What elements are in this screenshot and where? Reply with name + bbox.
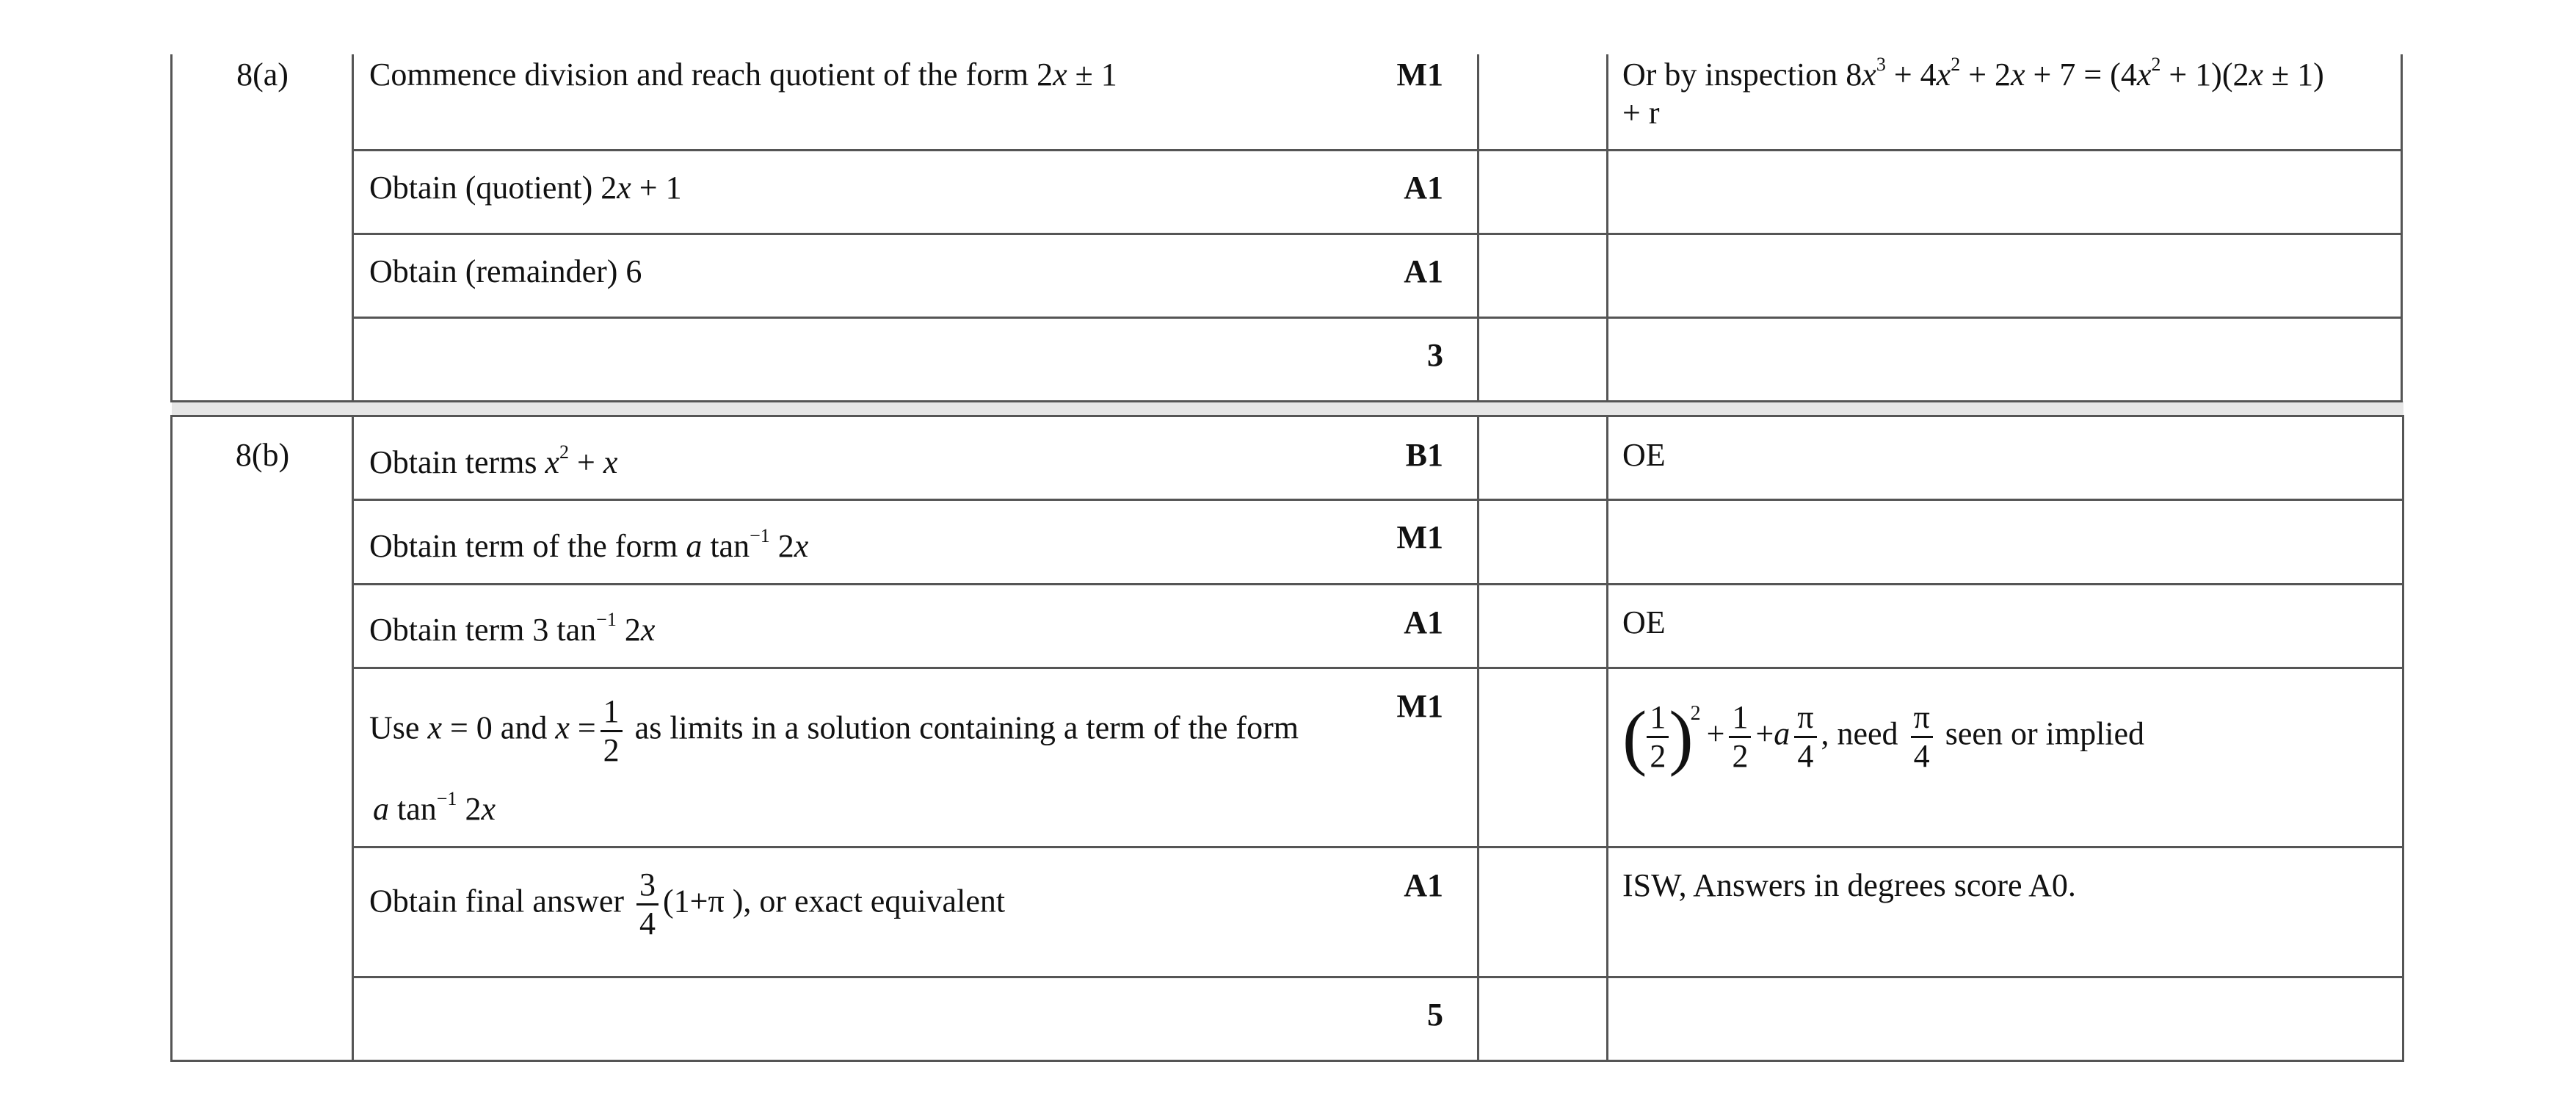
guidance-8a-step1-cont: + r <box>1622 95 1660 131</box>
section-border-top <box>170 400 2403 402</box>
row-divider <box>352 499 2404 501</box>
row-divider <box>352 846 2404 848</box>
mark-8b-step3: A1 <box>1404 604 1443 640</box>
row-divider <box>352 667 2404 669</box>
mark-8b-step5: A1 <box>1404 867 1443 903</box>
answer-8a-step3: Obtain (remainder) 6 <box>369 253 642 289</box>
total-8b: 5 <box>1427 997 1443 1033</box>
table-border-right-a <box>2401 54 2403 401</box>
answer-8b-step2: Obtain term of the form a $\tan^{-1} 2x$ <box>369 525 809 564</box>
column-divider-answer-a <box>1477 54 1479 401</box>
answer-8b-step4: Use x = 0 and x = $\frac{1}{2}$ as limits in a solution containing a term of the form <box>369 693 1299 768</box>
guidance-8b-step3: OE <box>1622 604 1666 640</box>
column-divider-question-b <box>352 416 354 1062</box>
table-border-left-a <box>170 54 173 401</box>
section-separator <box>172 401 2403 416</box>
guidance-8b-step5: ISW, Answers in degrees score A0. <box>1622 867 2076 903</box>
question-label-8a: 8(a) <box>236 57 289 93</box>
answer-8b-step5: Obtain final answer $\frac{3}{4}$ (1+π ), or exact equivalent <box>369 867 1006 941</box>
answer-8b-step3: Obtain term 3 $\tan^{-1} 2x$ <box>369 609 656 648</box>
column-divider-marks-a <box>1606 54 1608 401</box>
row-divider <box>352 976 2404 978</box>
guidance-8b-step1: OE <box>1622 437 1666 473</box>
fraction-one-half: $\frac{1}{2}$ <box>601 693 623 769</box>
table-border-left-b <box>170 416 173 1062</box>
guidance-8a-step1: Or by inspection $8x^3 + 4x^2 + 2x + 7 = (4x^2 + 1)(2x \pm 1)$ <box>1622 54 2324 93</box>
answer-8a-step2: Obtain (quotient) 2x + 1 <box>369 170 682 206</box>
row-divider <box>352 583 2404 585</box>
mark-8b-step1: B1 <box>1405 437 1443 473</box>
question-label-8b: 8(b) <box>235 437 290 473</box>
total-8a: 3 <box>1427 337 1443 373</box>
mark-8a-step1: M1 <box>1396 57 1443 93</box>
mark-8a-step2: A1 <box>1404 170 1443 206</box>
row-divider <box>352 149 2403 151</box>
guidance-8b-step4: ( $\frac{1}{2}$ )$^2$+ $\frac{1}{2}$ +a $\frac{\pi}{4}$ , need $\frac{\pi}{4}$ seen or implied <box>1622 695 2145 778</box>
table-border-bottom <box>170 1060 2404 1062</box>
answer-8a-step1: Commence division and reach quotient of the form 2x ± 1 <box>369 57 1117 93</box>
table-border-right-b <box>2402 416 2404 1062</box>
answer-8b-step4-cont: a $\tan^{-1} 2x$ <box>373 788 496 827</box>
mark-8b-step2: M1 <box>1396 519 1443 555</box>
row-divider <box>352 233 2403 235</box>
answer-8b-step1: Obtain terms $x^2 + x$ <box>369 441 618 480</box>
mark-8b-step4: M1 <box>1396 688 1443 724</box>
column-divider-question-a <box>352 54 354 401</box>
column-divider-marks-b <box>1606 416 1608 1062</box>
row-divider <box>352 317 2403 319</box>
column-divider-answer-b <box>1477 416 1479 1062</box>
section-border-bottom <box>170 415 2404 417</box>
mark-8a-step3: A1 <box>1404 253 1443 289</box>
